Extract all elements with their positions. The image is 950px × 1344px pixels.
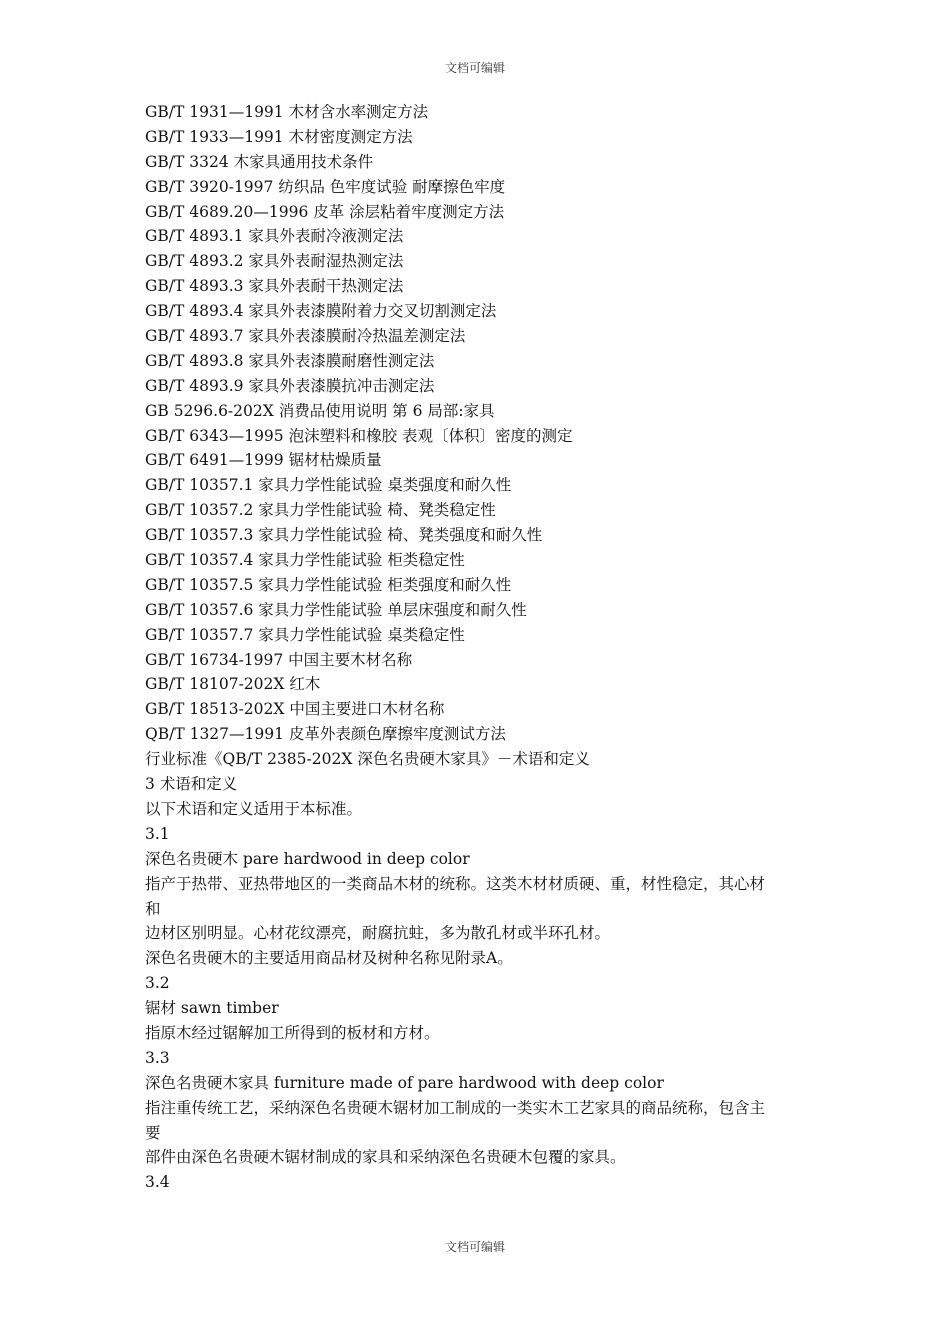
- standard-ref-4893-4: GB/T 4893.4 家具外表漆膜附着力交叉切割测定法: [145, 302, 497, 321]
- standard-ref-4689: GB/T 4689.20—1996 皮革 涂层粘着牢度测定方法: [145, 202, 505, 221]
- standard-ref-4893-9: GB/T 4893.9 家具外表漆膜抗冲击测定法: [145, 376, 435, 395]
- section-heading-3: 3 术语和定义: [145, 775, 238, 794]
- definition-3-1-line: 指产于热带、亚热带地区的一类商品木材的统称。这类木材材质硬、重，材性稳定，其心材: [145, 874, 766, 893]
- section-intro: 以下术语和定义适用于本标准。: [145, 799, 363, 818]
- standard-ref-10357-4: GB/T 10357.4 家具力学性能试验 柜类稳定性: [145, 551, 465, 570]
- term-3-1: 深色名贵硬木 pare hardwood in deep color: [145, 849, 470, 868]
- definition-3-1-line: 和: [145, 899, 161, 918]
- clause-number-3-3: 3.3: [145, 1048, 170, 1067]
- standard-ref-10357-1: GB/T 10357.1 家具力学性能试验 桌类强度和耐久性: [145, 476, 512, 495]
- term-3-3: 深色名贵硬木家具 furniture made of pare hardwood with deep color: [145, 1073, 664, 1092]
- standard-ref-5296: GB 5296.6-202X 消费品使用说明 第 6 局部:家具: [145, 401, 495, 420]
- standard-ref-3324: GB/T 3324 木家具通用技术条件: [145, 152, 374, 171]
- clause-number-3-1: 3.1: [145, 824, 170, 843]
- standard-ref-qb1327: QB/T 1327—1991 皮革外表颜色摩擦牢度测试方法: [145, 725, 506, 744]
- definition-3-2: 指原木经过锯解加工所得到的板材和方材。: [145, 1023, 440, 1042]
- clause-number-3-4: 3.4: [145, 1173, 170, 1192]
- standard-ref-6491: GB/T 6491—1999 锯材枯燥质量: [145, 451, 382, 470]
- standard-ref-4893-7: GB/T 4893.7 家具外表漆膜耐冷热温差测定法: [145, 327, 466, 346]
- term-3-2: 锯材 sawn timber: [145, 999, 279, 1018]
- page-footer: 文档可编辑: [444, 1240, 505, 1254]
- page-header: 文档可编辑: [444, 61, 505, 75]
- standard-ref-4893-1: GB/T 4893.1 家具外表耐冷液测定法: [145, 227, 404, 246]
- document-body: [145, 100, 825, 1195]
- definition-3-3-line: 指注重传统工艺，采纳深色名贵硬木锯材加工制成的一类实木工艺家具的商品统称，包含主: [145, 1098, 766, 1117]
- definition-3-3-line: 部件由深色名贵硬木锯材制成的家具和采纳深色名贵硬木包覆的家具。: [145, 1148, 626, 1167]
- standard-ref-6343: GB/T 6343—1995 泡沫塑料和橡胶 表观〔体积〕密度的测定: [145, 426, 573, 445]
- standard-ref-10357-2: GB/T 10357.2 家具力学性能试验 椅、凳类稳定性: [145, 501, 496, 520]
- industry-standard-note: 行业标准《QB/T 2385-202X 深色名贵硬木家具》－术语和定义: [145, 750, 590, 769]
- definition-3-3-line: 要: [145, 1123, 161, 1142]
- standard-ref-16734: GB/T 16734-1997 中国主要木材名称: [145, 650, 413, 669]
- standard-ref-1931: GB/T 1931—1991 木材含水率测定方法: [145, 103, 429, 121]
- standard-ref-10357-5: GB/T 10357.5 家具力学性能试验 柜类强度和耐久性: [145, 575, 512, 594]
- clause-number-3-2: 3.2: [145, 974, 170, 993]
- standard-ref-18513: GB/T 18513-202X 中国主要进口木材名称: [145, 700, 445, 719]
- standard-ref-3920: GB/T 3920-1997 纺织品 色牢度试验 耐摩擦色牢度: [145, 177, 506, 196]
- standard-ref-10357-3: GB/T 10357.3 家具力学性能试验 椅、凳类强度和耐久性: [145, 526, 543, 545]
- standard-ref-4893-3: GB/T 4893.3 家具外表耐干热测定法: [145, 277, 404, 296]
- definition-3-1-line: 边材区别明显。心材花纹漂亮，耐腐抗蛀，多为散孔材或半环孔材。: [145, 924, 611, 943]
- definition-3-1-note: 深色名贵硬木的主要适用商品材及树种名称见附录A。: [145, 949, 513, 968]
- standard-ref-10357-6: GB/T 10357.6 家具力学性能试验 单层床强度和耐久性: [145, 600, 527, 619]
- standard-ref-18107: GB/T 18107-202X 红木: [145, 675, 321, 694]
- standard-ref-4893-8: GB/T 4893.8 家具外表漆膜耐磨性测定法: [145, 351, 435, 370]
- standard-ref-10357-7: GB/T 10357.7 家具力学性能试验 桌类稳定性: [145, 625, 465, 644]
- standard-ref-1933: GB/T 1933—1991 木材密度测定方法: [145, 127, 413, 146]
- standard-ref-4893-2: GB/T 4893.2 家具外表耐湿热测定法: [145, 252, 404, 271]
